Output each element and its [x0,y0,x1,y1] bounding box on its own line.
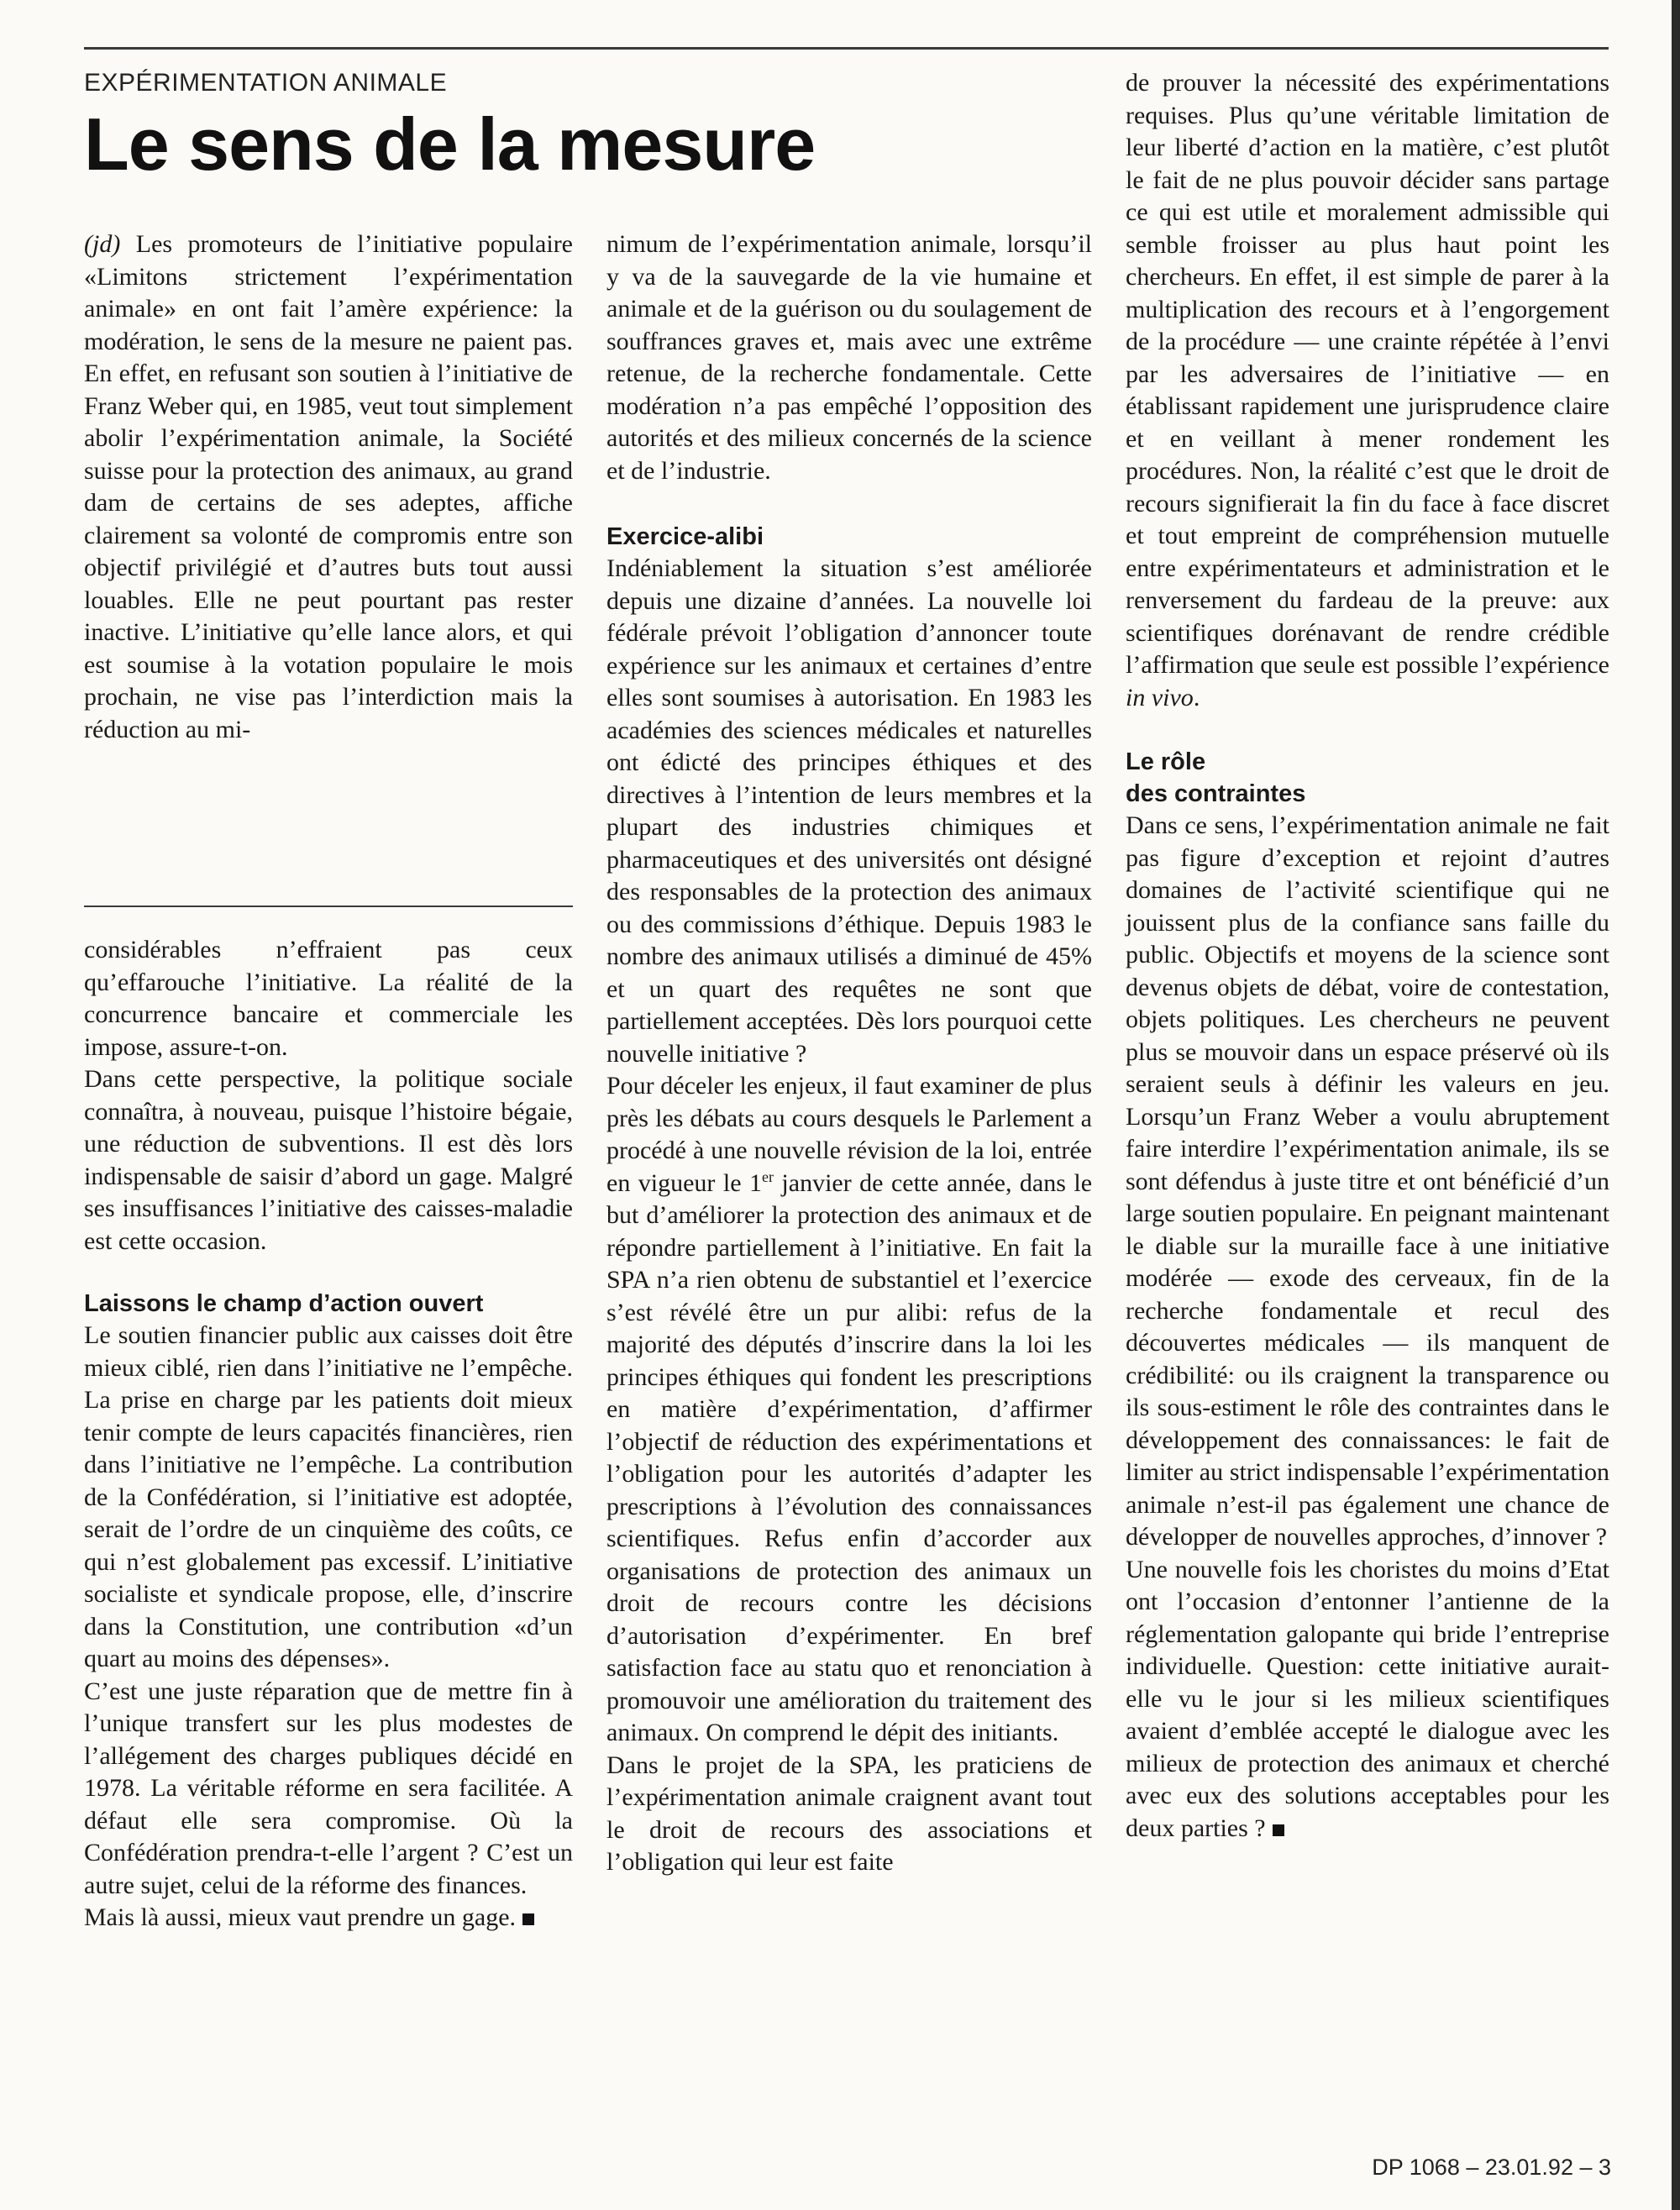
page-footer: DP 1068 – 23.01.92 – 3 [1372,2155,1611,2180]
col1b-paragraph-5 [84,1902,573,1934]
col2-paragraph-3-part-a: Pour déceler les enjeux, il faut examiner de plus près les débats au cours desquels le Parlement a procédé à une nouvelle révision de la loi, entrée en vigueur le 1 [606,1072,1092,1197]
col2-paragraph-2: Indéniablement la situation s’est améliorée depuis une dizaine d’années. La nouvelle loi fédérale prévoit l’obligation d’annoncer toute expérience sur les animaux et certaines d’entre elles sont soumises à autorisation. En 1983 les académies des sciences médicales et naturelles ont édicté des principes éthiques et des directives à l’intention de leurs membres et la plupart des industries chimiques et pharmaceutiques et des universités ont désigné des responsables de la protection des animaux ou des commissions d’éthique. Depuis 1983 le nombre des animaux utilisés a diminué de 45% et un quart des requêtes ne sont que partiellement acceptées. Dès lors pourquoi cette nouvelle initiative ? [606,554,1092,1068]
col1b-paragraph-5-text: Mais là aussi, mieux vaut prendre un gage. [84,1903,517,1931]
end-mark-icon [1273,1824,1284,1836]
end-mark-icon [522,1913,534,1925]
col3-paragraph-2: Dans ce sens, l’expérimentation animale ne fait pas figure d’exception et rejoint d’autres domaines de l’activité scientifique qui ne jouissent plus de la confiance sans faille du public. Objectifs et moyens de la science sont devenus objets de débat, voire de contestation, objets politiques. Les chercheurs ne peuvent plus se mouvoir dans un espace préservé où ils seraient seuls à définir les valeurs en jeu. Lorsqu’un Franz Weber a voulu abruptement faire interdire l’expérimentation animale, ils se sont défendus à juste titre et ont bénéficié d’un large soutien populaire. En peignant maintenant le diable sur la muraille face à une initiative modérée — exode des cerveaux, fin de la recherche fondamentale et recul des découvertes médicales — ils manquent de crédibilité: ou ils craignent la transparence ou ils sous-estiment le rôle des contraintes dans le développement des connaissances: le fait de limiter au strict indispensable l’expérimentation animale n’est-il pas également une chance de développer de nouvelles approches, d’innover ? [1126,811,1609,1551]
col2-paragraph-1: nimum de l’expérimentation animale, lorsqu’il y va de la sauvegarde de la vie humaine et animale et de la guérison ou du soulagement de souffrances graves et, mais avec une extrême retenue, de la recherche fondamentale. Cette modération n’a pas empêché l’opposition des autorités et des milieux concernés de la science et de l’industrie. [606,230,1092,485]
col2-paragraph-3-part-b: janvier de cette année, dans le but d’améliorer la protection des animaux et de répondre partiellement à l’initiative. En fait la SPA n’a rien obtenu de substantiel et l’exercice s’est révélé être un pur alibi: refus de la majorité des députés d’inscrire dans la loi les principes éthiques qui fondent les prescriptions en matière d’expérimentation, d’affirmer l’objectif de réduction des expérimentations et l’obligation pour les autorités d’adapter les prescriptions à l’évolution des connaissances scientifiques. Refus enfin d’accorder aux organisations de protection des animaux un droit de recours contre les décisions d’autorisation d’expérimenter. En bref satisfaction face au statu quo et renonciation à promouvoir une amélioration du traitement des animaux. On comprend le dépit des initiants. [606,1168,1093,1746]
col1b-paragraph-3: Le soutien financier public aux caisses doit être mieux ciblé, rien dans l’initiative ne l’empêche. La prise en charge par les patients doit mieux tenir compte de leurs capacités financières, rien dans l’initiative ne l’empêche. La contribution de la Confédération, si l’initiative est adoptée, serait de l’ordre de un cinquième des coûts, ce qui n’est globalement pas excessif. L’initiative socialiste et syndicale propose, elle, d’inscrire dans la Constitution, une contribution «d’un quart au moins des dépenses». [84,1321,573,1672]
col2-paragraph-3 [606,1070,1092,1750]
col3-paragraph-1 [1126,67,1609,714]
column-1-top [84,228,573,746]
subheading-champ-action: Laissons le champ d’action ouvert [84,1290,484,1317]
col1-paragraph-1 [84,228,573,746]
col1b-paragraph-2: Dans cette perspective, la politique sociale connaîtra, à nouveau, puisque l’histoire bégaie, une réduction de subventions. Il est dès lors indispensable de saisir d’abord un gage. Malgré ses insuffisances l’initiative des caisses-maladie est cette occasion. [84,1065,573,1255]
col1b-paragraph-4: C’est une juste réparation que de mettre fin à l’unique transfert sur les plus modestes de l’allégement des charges publiques décidé en 1978. La véritable réforme en sera facilitée. A défaut elle sera compromise. Où la Confédération prendra-t-elle l’argent ? C’est un autre sujet, celui de la réforme des finances. [84,1677,573,1899]
page-edge-shadow [1672,0,1680,2210]
column-divider-rule [84,906,573,907]
subheading-role-line-1: Le rôle [1126,748,1206,775]
column-2 [606,228,1092,1879]
subheading-role-line-2: des contraintes [1126,780,1306,807]
col1-paragraph-1-text: Les promoteurs de l’initiative populaire «Limitons strictement l’expérimentation animale» en ont fait l’amère expérience: la modération, le sens de la mesure ne paient pas. En effet, en refusant son soutien à l’initiative de Franz Weber qui, en 1985, veut tout simplement abolir l’expérimentation animale, la Société suisse pour la protection des animaux, au grand dam de certains de ses adeptes, affiche clairement sa volonté de compromis entre son objectif privilégié et d’autres buts tout aussi louables. Elle ne peut pourtant pas rester inactive. L’initiative qu’elle lance alors, et qui est soumise à la votation populaire le mois prochain, ne vise pas l’interdiction mais la réduction au mi- [84,230,573,743]
col2-paragraph-4: Dans le projet de la SPA, les praticiens de l’expérimentation animale craignent avant tout le droit de recours des associations et l’obligation qui leur est faite [606,1751,1092,1876]
col3-paragraph-3-text: Une nouvelle fois les choristes du moins d’Etat ont l’occasion d’entonner l’antienne de la réglementation galopante qui bride l’entreprise individuelle. Question: cette initiative aurait-elle vu le jour si les milieux scientifiques avaient d’emblée accepté le dialogue avec les milieux de protection des animaux et cherché avec eux des solutions acceptables pour les deux parties ? [1126,1555,1609,1842]
col1b-paragraph-1: considérables n’effraient pas ceux qu’effarouche l’initiative. La réalité de la concurrence bancaire et commerciale les impose, assure-t-on. [84,936,573,1061]
in-vivo-italic: in vivo [1126,683,1194,711]
subheading-exercice-alibi: Exercice-alibi [606,523,764,550]
col3-paragraph-1-text: de prouver la nécessité des expérimentations requises. Plus qu’une véritable limitation de leur liberté d’action en la matière, c’est plutôt le fait de ne plus pouvoir décider sans partage ce qui est utile et moralement admissible qui semble froisser au plus haut point les chercheurs. En effet, il est simple de parer à la multiplication des recours et à l’engorgement de la procédure — une crainte répétée à l’envi par les adversaires de l’initiative — en établissant rapidement une jurisprudence claire et en veillant à mener rondement les procédures. Non, la réalité c’est que le droit de recours signifierait la fin du face à face discret et tout empreint de compréhension mutuelle entre expérimentateurs et administration et le renversement du fardeau de la preuve: aux scientifiques dorénavant de rendre crédible l’affirmation que seule est possible l’expérience [1126,69,1609,679]
top-rule [84,47,1609,50]
superscript-er: er [761,1168,774,1185]
col3-paragraph-1-end: . [1193,683,1200,711]
author-initials: (jd) [84,230,121,258]
column-3 [1126,67,1609,1845]
article-title: Le sens de la mesure [84,102,816,186]
column-1-bottom [84,934,573,1934]
article-kicker: EXPÉRIMENTATION ANIMALE [84,69,448,97]
col3-paragraph-3 [1126,1554,1609,1845]
